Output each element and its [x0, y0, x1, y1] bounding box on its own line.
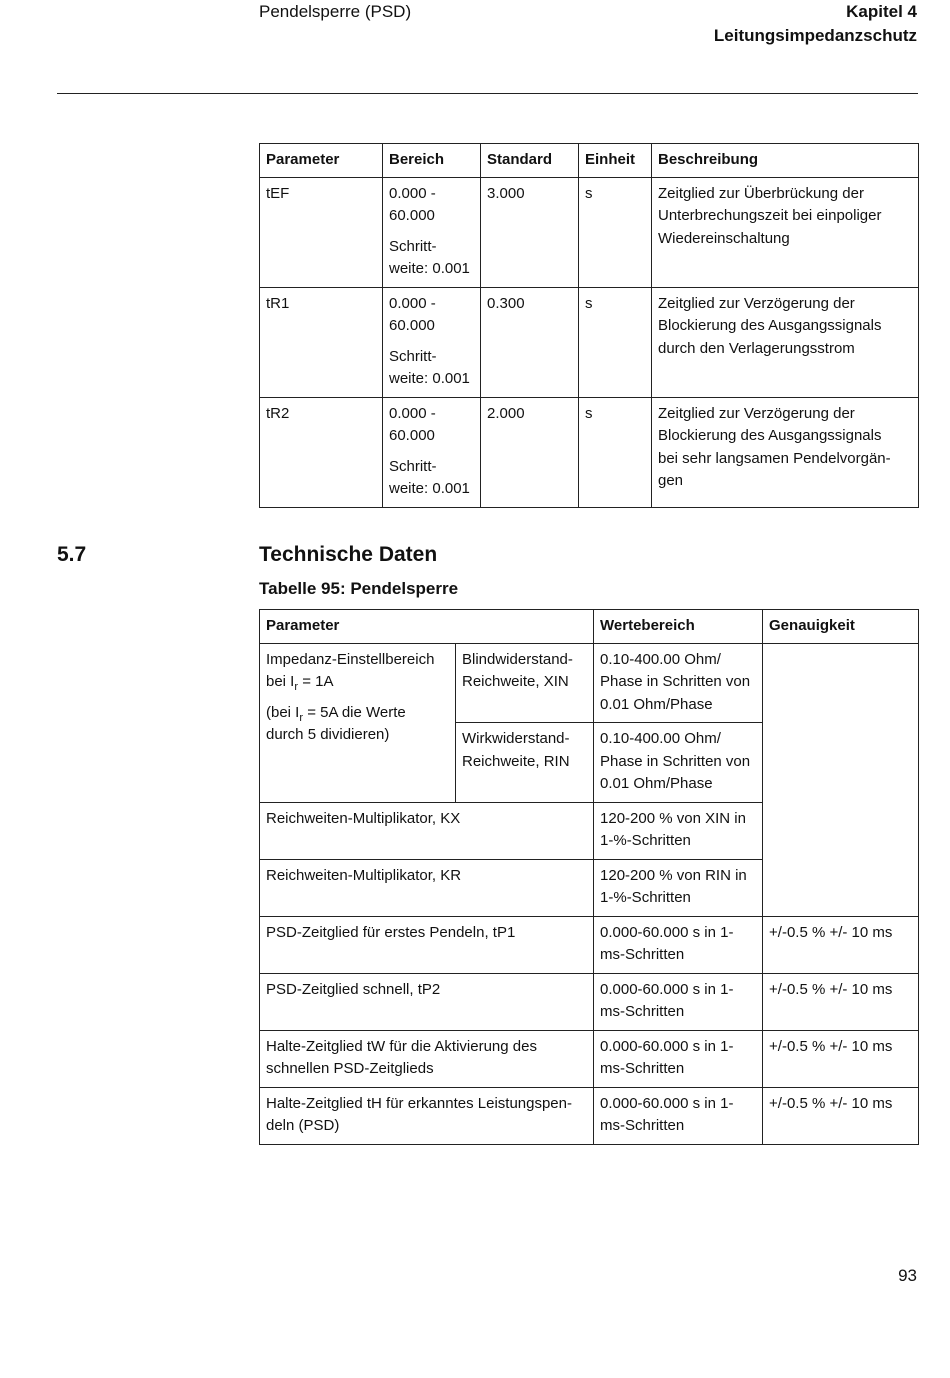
range-cell	[383, 177, 481, 287]
description-cell	[652, 177, 919, 287]
accuracy-cell	[763, 643, 919, 916]
section-number: 5.7	[57, 543, 87, 566]
technical-data-table	[259, 609, 919, 1145]
param-cell: tR1	[260, 287, 383, 397]
value-cell	[594, 643, 763, 723]
description-line: Zeitglied zur Verzögerung der	[658, 404, 855, 422]
value-line: Phase in Schritten von	[600, 752, 751, 770]
param-cell	[260, 1030, 594, 1087]
value-cell	[594, 802, 763, 859]
value-line: 0.10-400.00 Ohm/	[600, 730, 721, 747]
impedance-line: (bei $I_r = 5A$ die Werte	[266, 703, 406, 724]
step-line: Schritt-	[389, 457, 437, 475]
range-line: 60.000	[389, 317, 435, 334]
table-header-row	[260, 610, 919, 644]
column-header: Standard	[481, 144, 579, 178]
param-cell: Reichweiten-Multiplikator, KX	[260, 802, 594, 859]
param-cell: PSD-Zeitglied schnell, tP2	[260, 973, 594, 1030]
range-line: 0.000 -	[389, 184, 436, 202]
unit-cell: s	[579, 397, 652, 507]
table-row	[260, 1087, 919, 1144]
range-line: 0.000 -	[389, 294, 436, 312]
description-line: Wiedereinschaltung	[658, 229, 790, 247]
table-caption: Tabelle 95: Pendelsperre	[259, 579, 459, 598]
header-divider	[57, 93, 918, 94]
header-chapter-number: Kapitel 4	[846, 2, 917, 21]
sub-param-line: Blindwiderstand-	[462, 650, 573, 668]
range-cell	[383, 287, 481, 397]
description-line: Zeitglied zur Überbrückung der	[658, 184, 864, 202]
range-line: 60.000	[389, 427, 435, 444]
value-line: 1-%-Schritten	[600, 832, 691, 849]
standard-cell: 3.000	[481, 177, 579, 287]
value-line: ms-Schritten	[600, 1117, 685, 1134]
value-cell	[594, 723, 763, 803]
accuracy-cell: +/-0.5 % +/- 10 ms	[763, 916, 919, 973]
table-row	[260, 287, 919, 397]
step-line: weite: 0.001	[389, 370, 470, 387]
value-line: 0.000-60.000 s in 1-	[600, 923, 734, 941]
description-line: Blockierung des Ausgangssignals	[658, 427, 882, 444]
value-cell	[594, 973, 763, 1030]
impedance-line: durch 5 dividieren)	[266, 726, 390, 743]
column-header: Beschreibung	[652, 144, 919, 178]
value-cell	[594, 916, 763, 973]
sub-param-line: Reichweite, XIN	[462, 673, 569, 690]
value-line: 1-%-Schritten	[600, 889, 691, 906]
param-line: Halte-Zeitglied tH für erkanntes Leistungspen-	[266, 1094, 572, 1112]
table-row	[260, 973, 919, 1030]
header-chapter-title: Leitungsimpedanzschutz	[713, 26, 917, 45]
param-cell: Reichweiten-Multiplikator, KR	[260, 859, 594, 916]
value-line: 120-200 % von XIN in	[600, 809, 746, 827]
value-line: 120-200 % von RIN in	[600, 866, 747, 884]
range-line: 0.000 -	[389, 404, 436, 422]
sub-param-line: Reichweite, RIN	[462, 752, 570, 770]
value-line: 0.000-60.000 s in 1-	[600, 1037, 734, 1055]
table-header-row	[260, 144, 919, 178]
value-line: ms-Schritten	[600, 1060, 685, 1077]
value-line: ms-Schritten	[600, 1003, 685, 1020]
value-line: 0.01 Ohm/Phase	[600, 695, 713, 713]
value-line: 0.10-400.00 Ohm/	[600, 650, 721, 668]
param-cell	[260, 1087, 594, 1144]
impedance-param-cell	[260, 643, 456, 802]
unit-cell: s	[579, 177, 652, 287]
unit-cell: s	[579, 287, 652, 397]
param-line: Halte-Zeitglied tW für die Aktivierung des	[266, 1037, 537, 1055]
description-line: Unterbrechungszeit bei einpoliger	[658, 207, 882, 224]
param-line: schnellen PSD-Zeitglieds	[266, 1060, 434, 1077]
description-line: Zeitglied zur Verzögerung der	[658, 294, 855, 312]
column-header: Parameter	[260, 144, 383, 178]
column-header: Einheit	[579, 144, 652, 178]
step-line: Schritt-	[389, 237, 437, 255]
description-cell	[652, 397, 919, 507]
range-line: 60.000	[389, 207, 435, 224]
page-number: 93	[898, 1266, 917, 1285]
description-line: gen	[658, 472, 684, 489]
step-line: Schritt-	[389, 347, 437, 365]
table-row	[260, 397, 919, 507]
column-header: Bereich	[383, 144, 481, 178]
description-line: durch den Verlagerungsstrom	[658, 339, 855, 357]
step-line: weite: 0.001	[389, 260, 470, 277]
value-cell	[594, 859, 763, 916]
section-title: Technische Daten	[259, 543, 438, 566]
sub-param-cell	[456, 643, 594, 723]
column-header: Parameter	[260, 610, 594, 644]
value-line: 0.01 Ohm/Phase	[600, 775, 713, 792]
range-cell	[383, 397, 481, 507]
param-cell: PSD-Zeitglied für erstes Pendeln, tP1	[260, 916, 594, 973]
value-cell	[594, 1030, 763, 1087]
value-line: Phase in Schritten von	[600, 673, 751, 690]
table-row	[260, 1030, 919, 1087]
table-row	[260, 177, 919, 287]
description-line: bei sehr langsamen Pendelvorgän-	[658, 449, 891, 467]
value-line: ms-Schritten	[600, 946, 685, 963]
impedance-line: bei $I_r = 1A$	[266, 673, 334, 693]
param-cell: tEF	[260, 177, 383, 287]
description-line: Blockierung des Ausgangssignals	[658, 317, 882, 334]
accuracy-cell: +/-0.5 % +/- 10 ms	[763, 973, 919, 1030]
impedance-line: Impedanz-Einstellbereich	[266, 650, 435, 668]
header-section-name: Pendelsperre (PSD)	[259, 2, 412, 21]
standard-cell: 0.300	[481, 287, 579, 397]
column-header: Wertebereich	[594, 610, 763, 644]
column-header: Genauigkeit	[763, 610, 919, 644]
standard-cell: 2.000	[481, 397, 579, 507]
description-cell	[652, 287, 919, 397]
value-line: 0.000-60.000 s in 1-	[600, 980, 734, 998]
settings-table	[259, 143, 919, 508]
table-row	[260, 643, 919, 723]
value-line: 0.000-60.000 s in 1-	[600, 1094, 734, 1112]
accuracy-cell: +/-0.5 % +/- 10 ms	[763, 1030, 919, 1087]
accuracy-cell: +/-0.5 % +/- 10 ms	[763, 1087, 919, 1144]
header-chapter	[714, 0, 917, 48]
step-line: weite: 0.001	[389, 480, 470, 497]
sub-param-cell	[456, 723, 594, 803]
value-cell	[594, 1087, 763, 1144]
param-cell: tR2	[260, 397, 383, 507]
param-line: deln (PSD)	[266, 1117, 340, 1134]
sub-param-line: Wirkwiderstand-	[462, 730, 570, 747]
table-row	[260, 916, 919, 973]
